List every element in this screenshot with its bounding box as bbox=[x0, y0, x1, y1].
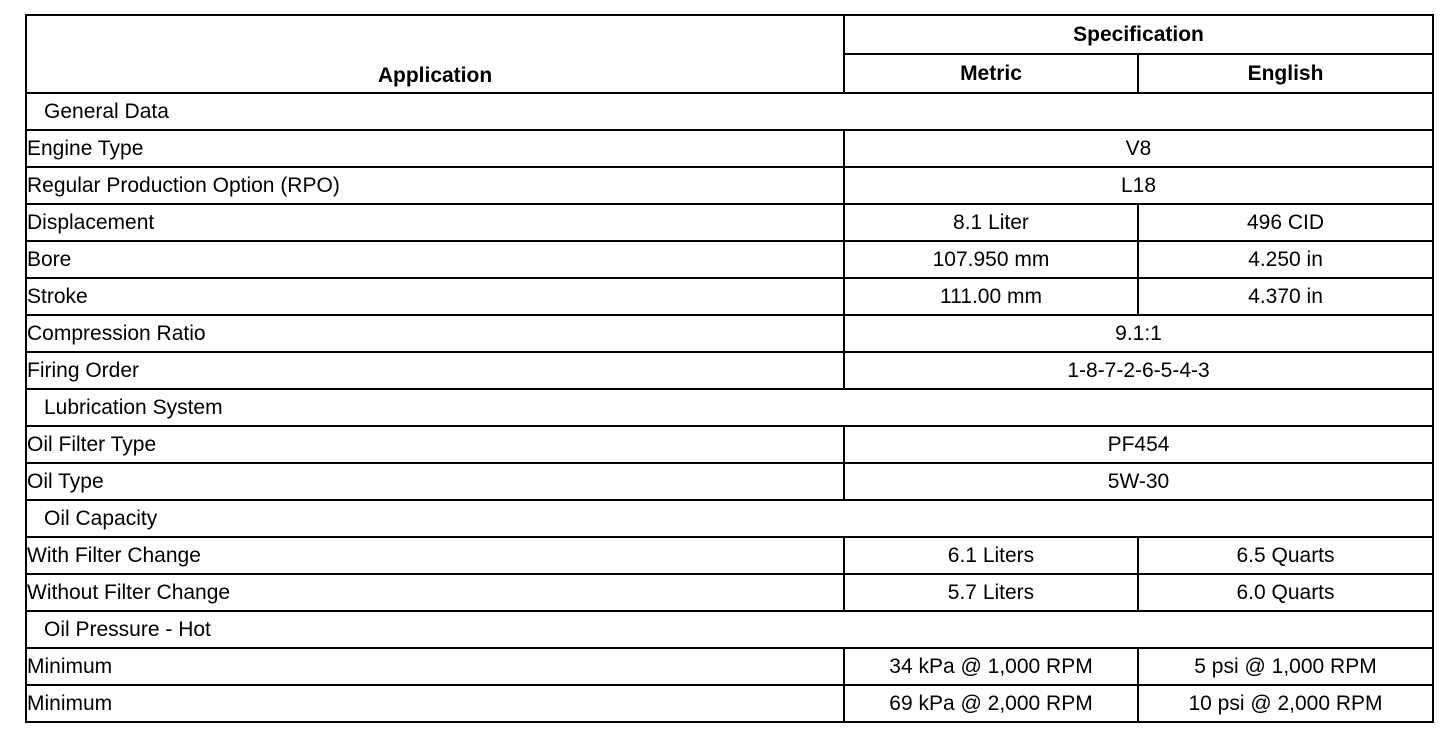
english-header: English bbox=[1138, 54, 1433, 93]
row-label: Oil Filter Type bbox=[26, 426, 844, 463]
table-row bbox=[26, 685, 1433, 722]
metric-value: 5.7 Liters bbox=[844, 574, 1138, 611]
english-value: 10 psi @ 2,000 RPM bbox=[1138, 685, 1433, 722]
table-row bbox=[26, 352, 1433, 389]
spec-value: 1-8-7-2-6-5-4-3 bbox=[844, 352, 1433, 389]
table-row bbox=[26, 426, 1433, 463]
table-row bbox=[26, 463, 1433, 500]
table-row bbox=[26, 204, 1433, 241]
row-label: Firing Order bbox=[26, 352, 844, 389]
english-value: 6.5 Quarts bbox=[1138, 537, 1433, 574]
table-row bbox=[26, 648, 1433, 685]
table-row bbox=[26, 278, 1433, 315]
english-value: 4.370 in bbox=[1138, 278, 1433, 315]
spec-value: V8 bbox=[844, 130, 1433, 167]
row-label: Minimum bbox=[26, 685, 844, 722]
table-header-row bbox=[26, 15, 1433, 54]
application-header: Application bbox=[26, 15, 844, 93]
metric-header: Metric bbox=[844, 54, 1138, 93]
metric-value: 107.950 mm bbox=[844, 241, 1138, 278]
row-label: Displacement bbox=[26, 204, 844, 241]
section-label: Lubrication System bbox=[26, 389, 1433, 426]
row-label: Oil Type bbox=[26, 463, 844, 500]
table-body bbox=[26, 93, 1433, 722]
engine-specification-table bbox=[25, 14, 1434, 723]
row-label: Without Filter Change bbox=[26, 574, 844, 611]
section-label: Oil Capacity bbox=[26, 500, 1433, 537]
metric-value: 34 kPa @ 1,000 RPM bbox=[844, 648, 1138, 685]
metric-value: 6.1 Liters bbox=[844, 537, 1138, 574]
row-label: Compression Ratio bbox=[26, 315, 844, 352]
spec-value: 5W-30 bbox=[844, 463, 1433, 500]
english-value: 6.0 Quarts bbox=[1138, 574, 1433, 611]
section-row bbox=[26, 93, 1433, 130]
spec-value: L18 bbox=[844, 167, 1433, 204]
metric-value: 69 kPa @ 2,000 RPM bbox=[844, 685, 1138, 722]
english-value: 496 CID bbox=[1138, 204, 1433, 241]
section-row bbox=[26, 389, 1433, 426]
metric-value: 111.00 mm bbox=[844, 278, 1138, 315]
english-value: 5 psi @ 1,000 RPM bbox=[1138, 648, 1433, 685]
row-label: Regular Production Option (RPO) bbox=[26, 167, 844, 204]
section-label: Oil Pressure - Hot bbox=[26, 611, 1433, 648]
table-row bbox=[26, 167, 1433, 204]
spec-value: PF454 bbox=[844, 426, 1433, 463]
row-label: Stroke bbox=[26, 278, 844, 315]
section-row bbox=[26, 611, 1433, 648]
section-label: General Data bbox=[26, 93, 1433, 130]
section-row bbox=[26, 500, 1433, 537]
table-row bbox=[26, 241, 1433, 278]
table-row bbox=[26, 537, 1433, 574]
row-label: Minimum bbox=[26, 648, 844, 685]
metric-value: 8.1 Liter bbox=[844, 204, 1138, 241]
row-label: Engine Type bbox=[26, 130, 844, 167]
specification-header: Specification bbox=[844, 15, 1433, 54]
row-label: Bore bbox=[26, 241, 844, 278]
row-label: With Filter Change bbox=[26, 537, 844, 574]
english-value: 4.250 in bbox=[1138, 241, 1433, 278]
spec-value: 9.1:1 bbox=[844, 315, 1433, 352]
table-row bbox=[26, 574, 1433, 611]
table-row bbox=[26, 130, 1433, 167]
table-row bbox=[26, 315, 1433, 352]
